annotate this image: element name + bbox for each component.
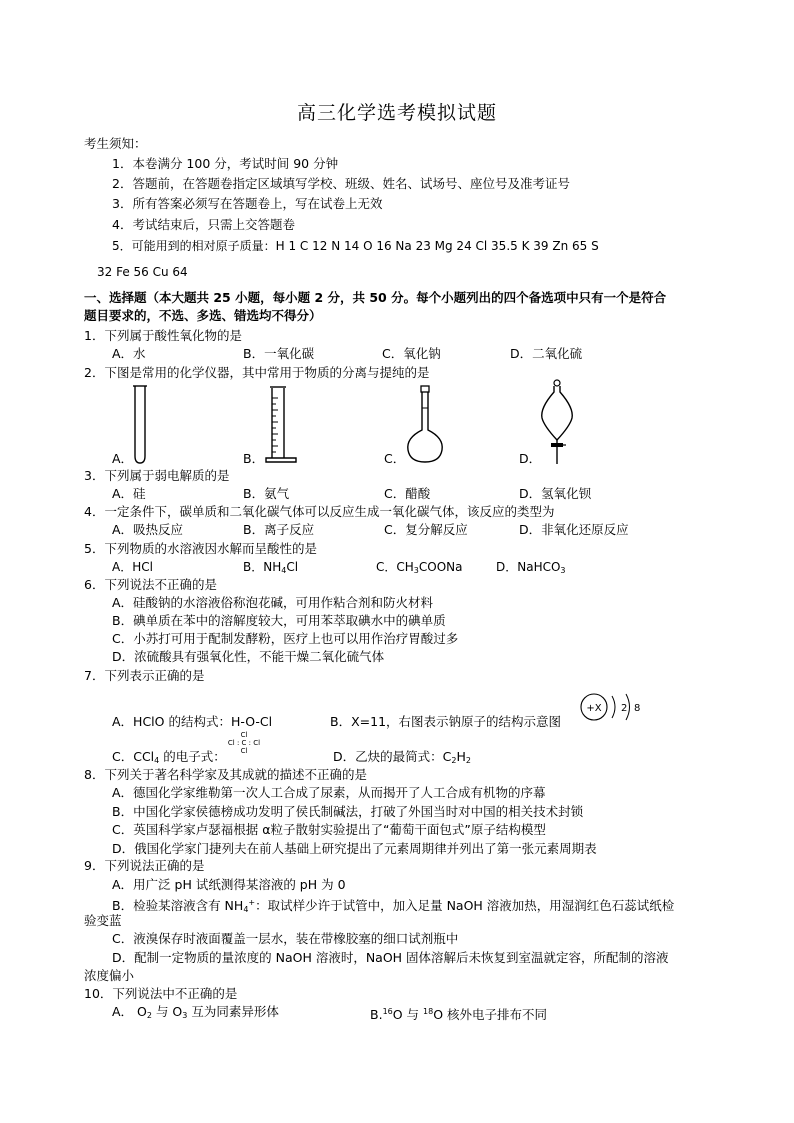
option-d: D． xyxy=(519,451,542,466)
option-a: A．德国化学家维勒第一次人工合成了尿素，从而揭开了人工合成有机物的序幕 xyxy=(112,785,546,800)
question-stem: 6．下列说法不正确的是 xyxy=(84,577,217,592)
option-c: C．$CH_3COONa$ xyxy=(376,560,463,575)
ccl4-bottom: Cl xyxy=(240,747,248,755)
ccl4-electron-formula xyxy=(224,731,264,755)
ccl4-middle: Cl : C : Cl xyxy=(227,739,261,747)
option-b: B．一氧化碳 xyxy=(243,346,315,361)
ccl4-top: Cl xyxy=(240,731,248,739)
option-a: A．水 xyxy=(112,346,146,361)
graduated-cylinder-image xyxy=(262,384,302,466)
option-c: C．复分解反应 xyxy=(384,522,468,537)
atom-shell-2-label: 8 xyxy=(634,703,641,714)
question-stem: 5．下列物质的水溶液因水解而呈酸性的是 xyxy=(84,541,317,556)
option-c: C．醋酸 xyxy=(384,486,431,501)
question-stem: 9．下列说法正确的是 xyxy=(84,858,205,873)
option-a: A．硅 xyxy=(112,486,146,501)
page-title: 高三化学选考模拟试题 xyxy=(296,102,497,124)
option-b: B．碘单质在苯中的溶解度较大，可用苯萃取碘水中的碘单质 xyxy=(112,613,446,628)
option-d: D．NaHCO$_3$ xyxy=(496,560,566,575)
notice-item: 5．可能用到的相对原子质量：H 1 C 12 N 14 O 16 Na 23 Mg 24 Cl 35.5 K 39 Zn 65 S xyxy=(112,239,599,253)
option-a: A． $O_2$ 与 $O_3$ 互为同素异形体 xyxy=(112,1004,279,1020)
notice-item: 2．答题前，在答题卷指定区域填写学校、班级、姓名、试场号、座位号及准考证号 xyxy=(112,176,570,191)
atom-structure-diagram xyxy=(578,690,648,724)
option-a: A．HCl xyxy=(112,560,153,574)
notice-item-continued: 32 Fe 56 Cu 64 xyxy=(97,265,188,279)
option-a: A．吸热反应 xyxy=(112,522,184,537)
question-stem: 3．下列属于弱电解质的是 xyxy=(84,468,230,483)
option-a: A． xyxy=(112,451,134,466)
option-a: A．HClO 的结构式：H-O-Cl xyxy=(112,714,273,729)
option-d: D．浓硫酸具有强氧化性，不能干燥二氧化硫气体 xyxy=(112,649,385,664)
option-b-continued: 验变蓝 xyxy=(84,913,122,928)
atom-shell-1-label: 2 xyxy=(621,703,628,714)
question-stem: 7．下列表示正确的是 xyxy=(84,668,205,683)
option-c: C． xyxy=(384,451,406,466)
notice-item: 4．考试结束后，只需上交答题卷 xyxy=(112,217,295,232)
option-b: B．X=11，右图表示钠原子的结构示意图 xyxy=(330,714,562,729)
option-b: B.$^{16}$O 与 $^{18}$O 核外电子排布不同 xyxy=(370,1007,548,1022)
option-d: D．乙炔的最简式：$C_2H_2$ xyxy=(333,749,471,765)
notice-item: 3．所有答案必须写在答题卷上，写在试卷上无效 xyxy=(112,196,383,211)
option-b: B．氨气 xyxy=(243,486,290,501)
question-stem: 1．下列属于酸性氧化物的是 xyxy=(84,328,242,343)
option-a: A．硅酸钠的水溶液俗称泡花碱，可用作粘合剂和防火材料 xyxy=(112,595,434,610)
option-c: C．氧化钠 xyxy=(382,346,441,361)
notice-heading: 考生须知： xyxy=(84,136,147,151)
volumetric-flask-image xyxy=(400,384,450,466)
option-b: B．$NH_4Cl$ xyxy=(243,560,299,575)
option-d: D．二氧化硫 xyxy=(510,346,583,361)
notice-item: 1．本卷满分 100 分，考试时间 90 分钟 xyxy=(112,156,339,171)
option-d: D．配制一定物质的量浓度的 NaOH 溶液时，NaOH 固体溶解后未恢复到室温就定容，所配制的溶液 xyxy=(112,950,669,965)
option-b: B．检验某溶液含有 $NH_4^+$：取试样少许于试管中，加入足量 NaOH 溶液加热，用湿润红色石蕊试纸检 xyxy=(112,898,675,914)
option-d-continued: 浓度偏小 xyxy=(84,968,135,983)
section-heading-cont: 题目要求的，不选、多选、错选均不得分） xyxy=(84,308,322,323)
option-b: B．离子反应 xyxy=(243,522,315,537)
option-b: B．中国化学家侯德榜成功发明了侯氏制碱法，打破了外国当时对中国的相关技术封锁 xyxy=(112,804,584,819)
option-b: B． xyxy=(243,451,265,466)
option-c: C．液溴保存时液面覆盖一层水，装在带橡胶塞的细口试剂瓶中 xyxy=(112,931,459,946)
question-stem: 8．下列关于著名科学家及其成就的描述不正确的是 xyxy=(84,767,367,782)
atom-nucleus-label: +X xyxy=(586,703,602,714)
option-a: A．用广泛 pH 试纸测得某溶液的 pH 为 0 xyxy=(112,877,346,892)
option-c: C．小苏打可用于配制发酵粉，医疗上也可以用作治疗胃酸过多 xyxy=(112,631,459,646)
question-stem: 2．下图是常用的化学仪器，其中常用于物质的分离与提纯的是 xyxy=(84,365,430,380)
option-d: D．俄国化学家门捷列夫在前人基础上研究提出了元素周期律并列出了第一张元素周期表 xyxy=(112,841,597,856)
section-heading: 一、选择题（本大题共 25 小题，每小题 2 分，共 50 分。每个小题列出的四个备选项中只有一个是符合 xyxy=(84,290,667,305)
question-stem: 10．下列说法中不正确的是 xyxy=(84,986,238,1001)
option-c: C．英国科学家卢瑟福根据 α粒子散射实验提出了“葡萄干面包式”原子结构模型 xyxy=(112,822,546,837)
option-d: D．氢氧化钡 xyxy=(519,486,592,501)
option-c: C．CCl$_4$ 的电子式： xyxy=(112,749,226,765)
option-d: D．非氧化还原反应 xyxy=(519,522,629,537)
question-stem: 4．一定条件下，碳单质和二氧化碳气体可以反应生成一氧化碳气体，该反应的类型为 xyxy=(84,504,555,519)
